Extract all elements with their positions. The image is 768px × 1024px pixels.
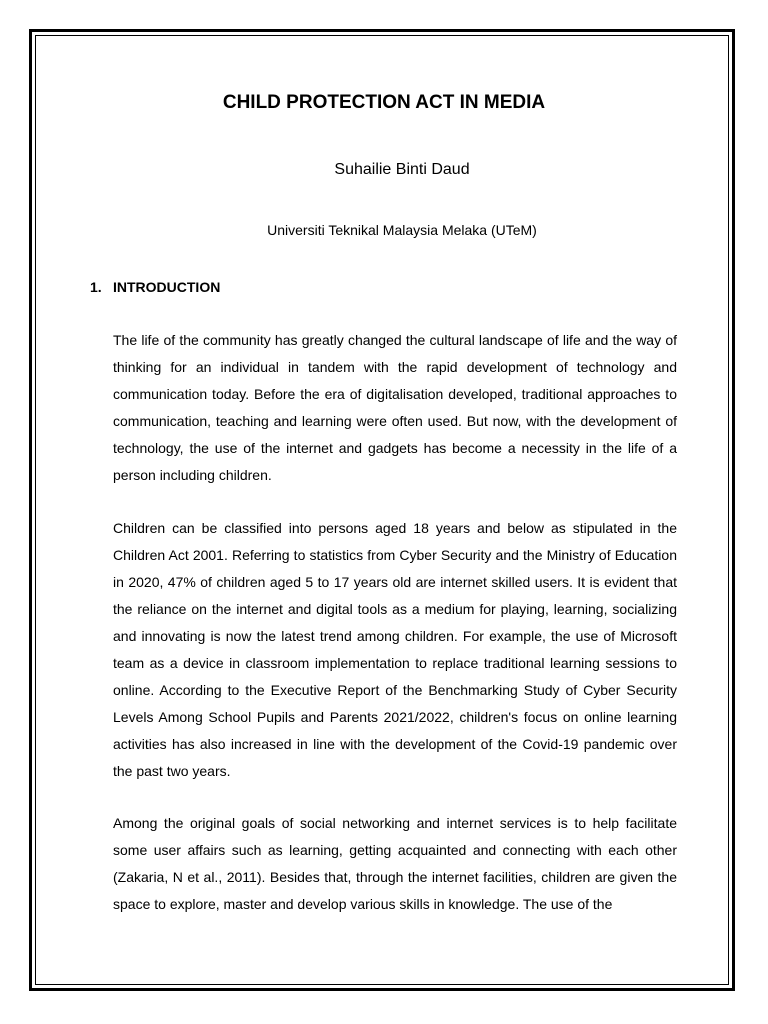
paragraph-2: Children can be classified into persons aged 18 years and below as stipulated in the Children Act 2001. Referring to statistics from Cyber Security and the Ministry of Education in 2020, 47% of children aged 5 to 17 years old are internet skilled users. It is evident that the reliance on the internet and digital tools as a medium for playing, learning, socializing and innovating is now the latest trend among children. For example, the use of Microsoft team as a device in classroom implementation to replace traditional learning sessions to online. According to the Executive Report of the Benchmarking Study of Cyber Security Levels Among School Pupils and Parents 2021/2022, children's focus on online learning activities has also increased in line with the development of the Covid-19 pandemic over the past two years. — [113, 520, 677, 779]
section-heading — [90, 279, 220, 295]
section-number: 1. — [90, 279, 102, 295]
paragraph-1: The life of the community has greatly changed the cultural landscape of life and the way of thinking for an individual in tandem with the rapid development of technology and communication today. Before the era of digitalisation developed, traditional approaches to communication, teaching and learning were often used. But now, with the development of technology, the use of the internet and gadgets has become a necessity in the life of a person including children. — [113, 332, 677, 483]
document-title: CHILD PROTECTION ACT IN MEDIA — [222, 92, 546, 113]
paragraph-3: Among the original goals of social networking and internet services is to help facilitate some user affairs such as learning, getting acquainted and connecting with each other (Zakaria, N et al., 2011). Besides that, through the internet facilities, children are given the space to explore, master and develop various skills in knowledge. The use of the — [113, 815, 677, 912]
section-title: INTRODUCTION — [113, 279, 221, 295]
author-name: Suhailie Binti Daud — [334, 161, 470, 178]
author-affiliation: Universiti Teknikal Malaysia Melaka (UTeM) — [267, 222, 537, 238]
